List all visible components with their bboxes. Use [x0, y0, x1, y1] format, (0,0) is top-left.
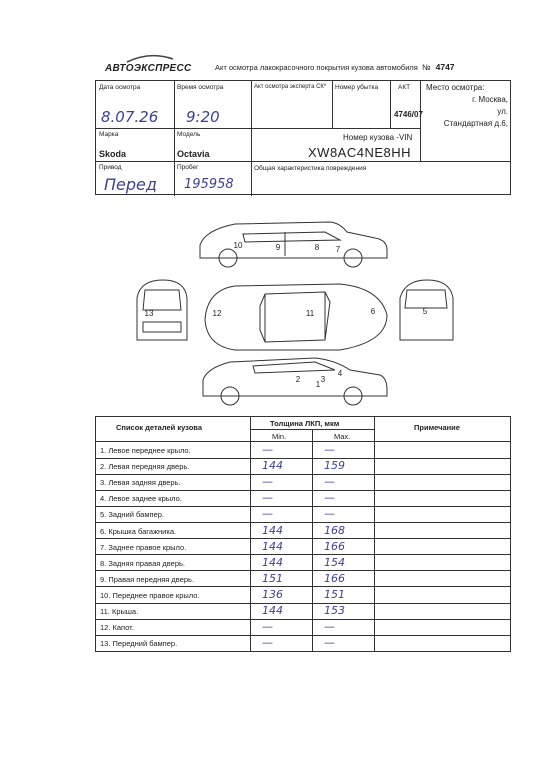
table-row-label: 8. Задняя правая дверь. [100, 558, 185, 568]
table-row-min: — [262, 443, 273, 456]
place-line-3: Стандартная д.6, [443, 119, 508, 128]
table-row-label: 11. Крыша. [100, 607, 139, 616]
car-top-outline [205, 284, 387, 350]
drive-label: Привод [99, 164, 122, 171]
table-row-label: 3. Левая задняя дверь. [100, 478, 181, 488]
date-label: Дата осмотра [99, 84, 141, 91]
panel-number-8: 8 [314, 243, 320, 252]
time-label: Время осмотра [177, 84, 224, 91]
max-column-header: Max. [334, 432, 351, 441]
table-row-label: 12. Капот. [100, 623, 134, 633]
table-row-max: 154 [324, 555, 345, 569]
table-row-max: 151 [324, 587, 345, 601]
table-row-max: 168 [324, 523, 345, 537]
panel-number-10: 10 [233, 241, 243, 250]
time-value: 9:20 [186, 108, 220, 126]
logo-text: АВТОЭКСПРЕСС [105, 63, 192, 74]
model-value: Octavia [177, 149, 210, 159]
panel-number-9: 9 [275, 243, 281, 252]
table-row-max: — [324, 620, 335, 634]
parts-column-header: Список деталей кузова [116, 423, 202, 432]
brand-value: Skoda [99, 149, 127, 159]
table-row-min: 144 [262, 459, 283, 473]
table-row-min: 144 [262, 539, 283, 553]
panel-number-5: 5 [422, 307, 428, 316]
table-row-min: 144 [262, 604, 283, 617]
place-label: Место осмотра: [426, 83, 485, 92]
note-column-header: Примечание [414, 423, 460, 432]
drive-value: Перед [104, 175, 157, 194]
mileage-value: 195958 [184, 177, 234, 192]
logo-swoosh-icon [125, 53, 175, 63]
thickness-column-header: Толщина ЛКП, мкм [270, 419, 340, 428]
table-row-max: 166 [324, 571, 345, 585]
table-row-min: — [262, 491, 273, 505]
vin-label: Номер кузова -VIN [343, 133, 413, 142]
panel-number-6: 6 [370, 307, 376, 316]
model-label: Модель [177, 131, 201, 138]
brand-logo [105, 55, 192, 77]
table-row-label: 2. Левая передняя дверь. [100, 462, 190, 472]
min-column-header: Min. [272, 432, 287, 441]
table-row-min: 136 [262, 587, 283, 601]
table-row-max: — [324, 491, 335, 505]
vin-value: XW8AC4NE8HH [308, 145, 412, 160]
paint-thickness-table [95, 416, 511, 652]
panel-number-2: 2 [295, 375, 301, 384]
place-line-2: ул. [497, 107, 508, 116]
mileage-label: Пробег [177, 164, 199, 171]
table-row-min: 144 [262, 555, 283, 569]
expert-act-label: Акт осмотра эксперта СК* [254, 84, 327, 90]
table-row-label: 5. Задний бампер. [100, 510, 164, 520]
table-row-min: — [262, 507, 273, 521]
table-row-max: — [324, 475, 335, 489]
place-value [426, 94, 508, 130]
table-row-label: 9. Правая передняя дверь. [100, 574, 195, 584]
table-row-label: 13. Передний бампер. [100, 639, 178, 649]
panel-number-3: 3 [320, 375, 326, 384]
panel-number-11: 11 [305, 309, 315, 318]
table-row-min: — [262, 620, 273, 634]
table-row-label: 10. Переднее правое крыло. [100, 590, 200, 600]
panel-number-1: 1 [315, 380, 321, 389]
panel-number-12: 12 [212, 309, 222, 318]
panel-number-4: 4 [337, 369, 343, 378]
table-row-min: — [262, 636, 273, 650]
panel-number-7: 7 [335, 245, 341, 254]
brand-label: Марка [99, 131, 119, 138]
table-row-max: 153 [324, 604, 345, 617]
place-line-1: г. Москва, [472, 95, 508, 104]
table-row-max: — [324, 507, 335, 521]
panel-number-13: 13 [144, 309, 154, 318]
document-number-sign: № [421, 63, 431, 72]
table-row-min: — [262, 475, 273, 489]
header-grid [95, 80, 511, 195]
table-row-min: 144 [262, 523, 283, 537]
table-row-max: 159 [324, 459, 345, 473]
table-row-max: 166 [324, 539, 345, 553]
table-row-min: 151 [262, 571, 283, 585]
table-row-max: — [324, 443, 335, 456]
damage-label: Общая характеристика повреждения [254, 165, 367, 172]
table-row-max: — [324, 636, 335, 650]
table-row-label: 6. Крышка багажника. [100, 526, 177, 536]
document-title-text: Акт осмотра лакокрасочного покрытия кузова автомобиля [215, 63, 418, 72]
act-number-value: 4746/07 [394, 110, 423, 119]
document-number: 4747 [435, 62, 455, 72]
table-row-label: 1. Левое переднее крыло. [100, 446, 191, 455]
table-row-label: 4. Левое заднее крыло. [100, 494, 182, 504]
document-title [215, 62, 455, 72]
table-row-label: 7. Заднее правое крыло. [100, 542, 187, 552]
loss-number-label: Номер убытка [335, 84, 379, 91]
car-right-side-outline [200, 222, 387, 267]
date-value: 8.07.26 [101, 108, 159, 126]
act-label: АКТ [398, 84, 411, 91]
car-diagram [125, 210, 465, 410]
